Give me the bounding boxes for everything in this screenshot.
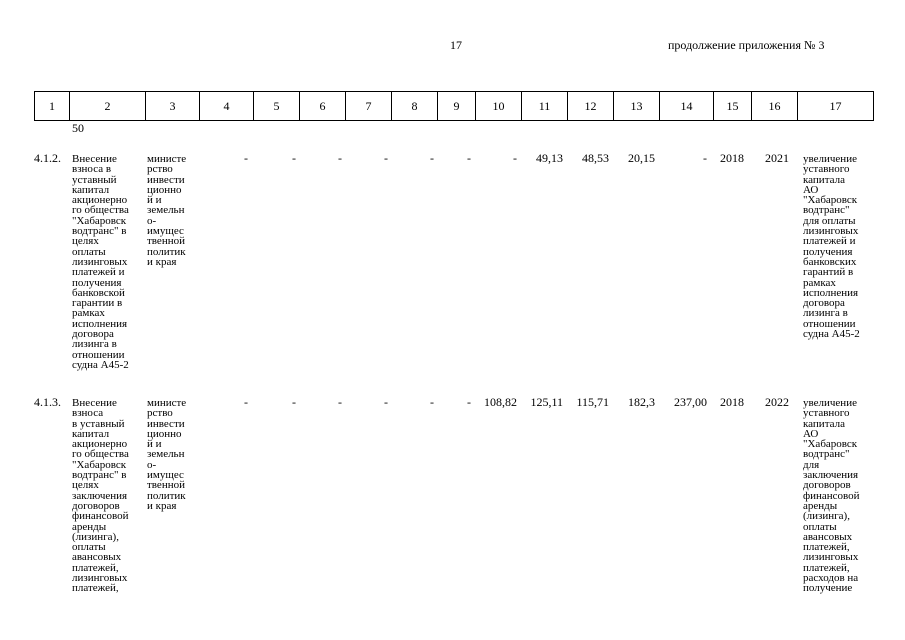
col-header: 9 — [438, 92, 476, 121]
col-header: 17 — [798, 92, 874, 121]
col-header: 1 — [35, 92, 70, 121]
row-c8: - — [430, 395, 434, 409]
col-header: 8 — [392, 92, 438, 121]
row-executor: министе рство инвести ционно й и земельн о- имущес твенной политик и края — [147, 153, 187, 268]
row-c5: - — [292, 395, 296, 409]
column-header-row — [35, 92, 874, 121]
row-c14: - — [703, 151, 707, 165]
page-number: 17 — [450, 38, 462, 52]
row-c10: - — [513, 151, 517, 165]
col-header: 7 — [346, 92, 392, 121]
row-c6: - — [338, 151, 342, 165]
row-c11: 125,11 — [530, 395, 563, 409]
row-c4: - — [244, 395, 248, 409]
row-c16: 2022 — [765, 395, 789, 409]
row-c11: 49,13 — [536, 151, 563, 165]
row-c12: 115,71 — [576, 395, 609, 409]
row-c4: - — [244, 151, 248, 165]
row-c12: 48,53 — [582, 151, 609, 165]
row-c7: - — [384, 395, 388, 409]
row-name: Внесение взноса в уставный капитал акционерно го общества "Хабаровск водтранс" в целях заключения договоров финансовой аренды (лизинга), оплаты авансовых платежей, лизинговых платежей, — [72, 397, 129, 595]
row-c15: 2018 — [720, 151, 744, 165]
row-code: 4.1.3. — [34, 395, 61, 409]
col-header: 14 — [660, 92, 714, 121]
row-c8: - — [430, 151, 434, 165]
col-header: 6 — [300, 92, 346, 121]
col-header: 5 — [254, 92, 300, 121]
row-c9: - — [467, 395, 471, 409]
row-c5: - — [292, 151, 296, 165]
row-c10: 108,82 — [484, 395, 517, 409]
appendix-note: продолжение приложения № 3 — [668, 38, 825, 52]
row-c13: 182,3 — [628, 395, 655, 409]
col-header: 2 — [70, 92, 146, 121]
row-c16: 2021 — [765, 151, 789, 165]
row-result: увеличение уставного капитала АО "Хабаровск водтранс" для заключения договоров финансовой аренды (лизинга), оплаты авансовых платежей, лизинговых платежей, расходов на получение — [803, 397, 860, 595]
row-c9: - — [467, 151, 471, 165]
col-header: 3 — [146, 92, 200, 121]
col-header: 10 — [476, 92, 522, 121]
row-c6: - — [338, 395, 342, 409]
row-name: Внесение взноса в уставный капитал акционерно го общества "Хабаровск водтранс" в целях оплаты лизинговых платежей и получения банковской гарантии в рамках исполнения договора лизинга в отношении судна А45-2 — [72, 153, 129, 371]
row-c14: 237,00 — [674, 395, 707, 409]
col-header: 16 — [752, 92, 798, 121]
col-header: 11 — [522, 92, 568, 121]
row-c15: 2018 — [720, 395, 744, 409]
col-header: 13 — [614, 92, 660, 121]
row-c7: - — [384, 151, 388, 165]
row-result: увеличение уставного капитала АО "Хабаровск водтранс" для оплаты лизинговых платежей и получения банковских гарантий в рамках исполнения договора лизинга в отношении судна А45-2 — [803, 153, 860, 341]
continuation-value: 50 — [72, 121, 84, 135]
col-header: 4 — [200, 92, 254, 121]
row-executor: министе рство инвести ционно й и земельн о- имущес твенной политик и края — [147, 397, 187, 512]
row-c13: 20,15 — [628, 151, 655, 165]
column-header-table — [34, 91, 874, 121]
row-code: 4.1.2. — [34, 151, 61, 165]
col-header: 15 — [714, 92, 752, 121]
col-header: 12 — [568, 92, 614, 121]
